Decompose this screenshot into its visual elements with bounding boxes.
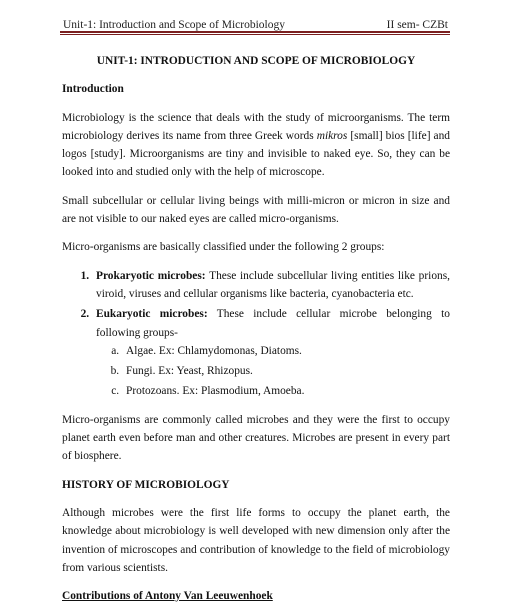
list-item-term: Eukaryotic microbes: bbox=[96, 308, 208, 321]
microbe-groups-list bbox=[62, 267, 450, 401]
intro-heading: Introduction bbox=[62, 83, 124, 96]
intro-text-before: Microbiology is the science that deals with the study of microorganisms. The term microbiology derives its name from three Greek words bbox=[62, 111, 450, 142]
definition-paragraph: Small subcellular or cellular living beings with milli-micron or micron in size and are not visible to our naked eyes are called micro-organisms. bbox=[62, 194, 450, 226]
header-left-text: Unit-1: Introduction and Scope of Microbiology bbox=[63, 19, 285, 31]
header-right-text: II sem- CZBt bbox=[386, 19, 448, 31]
list-item-eukaryotic bbox=[92, 305, 450, 400]
list-item-desc: These include subcellular living entities like prions, viroid, viruses and cellular organisms like bacteria, cyanobacteria etc. bbox=[96, 269, 450, 300]
history-paragraph: Although microbes were the first life forms to occupy the planet earth, the knowledge about microbiology is well developed with new dimension only after the invention of microscopes and contribution of knowledge to the field of microbiology from various scientists. bbox=[62, 506, 450, 574]
header-rule-thin bbox=[60, 34, 450, 35]
page-header bbox=[63, 11, 448, 31]
list-item-desc: These include cellular microbe belonging to following groups- bbox=[96, 308, 450, 339]
subgroup-item: a. Algae. Ex: Chlamydomonas, Diatoms. bbox=[122, 342, 450, 360]
intro-text-after: [small] bios [life] and logos [study]. Microorganisms are tiny and invisible to naked eye. So, they can be looked into and studied only with the help of microscope. bbox=[62, 129, 450, 179]
classification-paragraph: Micro-organisms are basically classified under the following 2 groups: bbox=[62, 241, 385, 254]
contributions-heading: Contributions of Antony Van Leeuwenhoek bbox=[62, 590, 273, 603]
subgroup-item: b. Fungi. Ex: Yeast, Rhizopus. bbox=[122, 362, 450, 380]
history-heading: HISTORY OF MICROBIOLOGY bbox=[62, 478, 230, 491]
page-body bbox=[62, 52, 450, 605]
list-item-term: Prokaryotic microbes: bbox=[96, 269, 206, 282]
document-title: UNIT-1: INTRODUCTION AND SCOPE OF MICROBIOLOGY bbox=[96, 55, 416, 67]
eukaryotic-subgroups-list bbox=[96, 342, 450, 401]
intro-text-italic: mikros bbox=[316, 129, 348, 142]
intro-paragraph bbox=[62, 109, 450, 182]
microbes-paragraph: Micro-organisms are commonly called microbes and they were the first to occupy planet earth even before man and other creatures. Microbes are present in every part of biosphere. bbox=[62, 413, 450, 463]
header-rule-thick bbox=[60, 31, 450, 33]
list-item-prokaryotic bbox=[92, 267, 450, 304]
subgroup-item: c. Protozoans. Ex: Plasmodium, Amoeba. bbox=[122, 382, 450, 400]
